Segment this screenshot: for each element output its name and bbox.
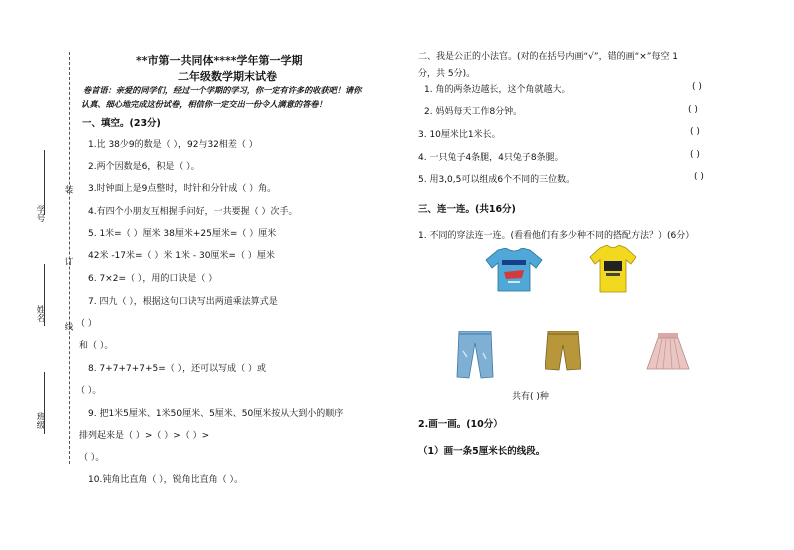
question-5-row-2: 42米 -17米=（ ）米 1米 - 30厘米=（ ）厘米 bbox=[88, 251, 275, 261]
question-1: 1.比 38少9的数是（ ），92与32相差（ ） bbox=[88, 140, 258, 150]
draw-question: 2.画一画。(10分） bbox=[418, 419, 503, 430]
section-judge-line-2: 分，共 5分)。 bbox=[418, 69, 476, 79]
student-id-label: 学号 bbox=[35, 205, 45, 222]
draw-question-1: （1）画一条5厘米长的线段。 bbox=[418, 446, 546, 457]
question-7-blank-2: 和（ ）。 bbox=[79, 341, 114, 351]
question-6: 6. 7×2=（ ），用的口诀是（ ） bbox=[88, 274, 218, 284]
exam-title: **市第一共同体****学年第一学期 bbox=[136, 54, 303, 67]
question-9-last-blank: （ ）。 bbox=[79, 453, 105, 463]
shorts-image bbox=[545, 331, 581, 371]
blue-tshirt-image bbox=[484, 248, 544, 292]
intro-line-2: 认真、细心地完成这份试卷，相信你一定交出一份令人满意的答卷！ bbox=[81, 99, 327, 109]
binding-ding: 订 bbox=[63, 257, 73, 266]
yellow-tshirt-image bbox=[588, 245, 638, 293]
class-label: 班级 bbox=[35, 412, 45, 429]
student-id-line bbox=[44, 150, 45, 215]
student-name-label: 姓名 bbox=[35, 305, 45, 322]
combination-count: 共有( )种 bbox=[512, 392, 549, 402]
judge-3: 3. 10厘米比1米长。 bbox=[418, 130, 501, 140]
connect-question-1: 1. 不同的穿法连一连。(看看他们有多少种不同的搭配方法？）(6分） bbox=[418, 231, 695, 241]
question-8-blank: （ ）。 bbox=[76, 386, 102, 396]
class-line bbox=[44, 372, 45, 434]
binding-zhuang: 装 bbox=[63, 185, 73, 194]
question-2: 2.两个因数是6，积是（ ）。 bbox=[88, 162, 200, 172]
question-3: 3.时钟面上是9点整时，时针和分针成（ ）角。 bbox=[88, 184, 277, 194]
section-fill-in: 一、填空。(23分) bbox=[82, 118, 161, 129]
section-judge-line-1: 二、我是公正的小法官。(对的在括号内画“√”，错的画“×”每空 1 bbox=[418, 52, 679, 62]
exam-subtitle: 二年级数学期末试卷 bbox=[178, 70, 277, 83]
student-name-line bbox=[44, 264, 45, 326]
question-10: 10.钝角比直角（ ），锐角比直角（ ）。 bbox=[88, 475, 244, 485]
question-9: 9. 把1米5厘米、1米50厘米、5厘米、50厘米按从大到小的顺序 bbox=[88, 409, 344, 419]
judge-1-paren: ( ) bbox=[692, 82, 702, 92]
question-7: 7. 四九（ ），根据这句口诀写出两道乘法算式是 bbox=[88, 297, 278, 307]
binding-xian: 线 bbox=[63, 322, 73, 331]
judge-4: 4. 一只兔子4条腿，4只兔子8条腿。 bbox=[418, 153, 564, 163]
jeans-image bbox=[455, 331, 495, 379]
judge-1: 1. 角的两条边越长，这个角就越大。 bbox=[424, 85, 571, 95]
question-9-order: 排列起来是（ ）>（ ）>（ ）> bbox=[79, 431, 210, 441]
judge-4-paren: ( ) bbox=[690, 150, 700, 160]
question-7-blank-1: （ ） bbox=[76, 319, 97, 329]
skirt-image bbox=[646, 333, 690, 371]
judge-5: 5. 用3,0,5可以组成6个不同的三位数。 bbox=[418, 175, 576, 185]
judge-2: 2. 妈妈每天工作8分钟。 bbox=[424, 107, 523, 117]
question-8: 8. 7+7+7+7+5=（ ），还可以写成（ ）或 bbox=[88, 364, 267, 374]
question-5-row-1: 5. 1米=（ ）厘米 38厘米+25厘米=（ ）厘米 bbox=[88, 229, 277, 239]
question-4: 4.有四个小朋友互相握手问好，一共要握（ ）次手。 bbox=[88, 207, 298, 217]
judge-3-paren: ( ) bbox=[690, 127, 700, 137]
intro-line-1: 卷首语：亲爱的同学们，经过一个学期的学习，你一定有许多的收获吧！请你 bbox=[83, 85, 362, 95]
section-connect: 三、连一连。(共16分) bbox=[418, 204, 516, 215]
judge-2-paren: ( ) bbox=[688, 105, 698, 115]
judge-5-paren: ( ) bbox=[694, 172, 704, 182]
